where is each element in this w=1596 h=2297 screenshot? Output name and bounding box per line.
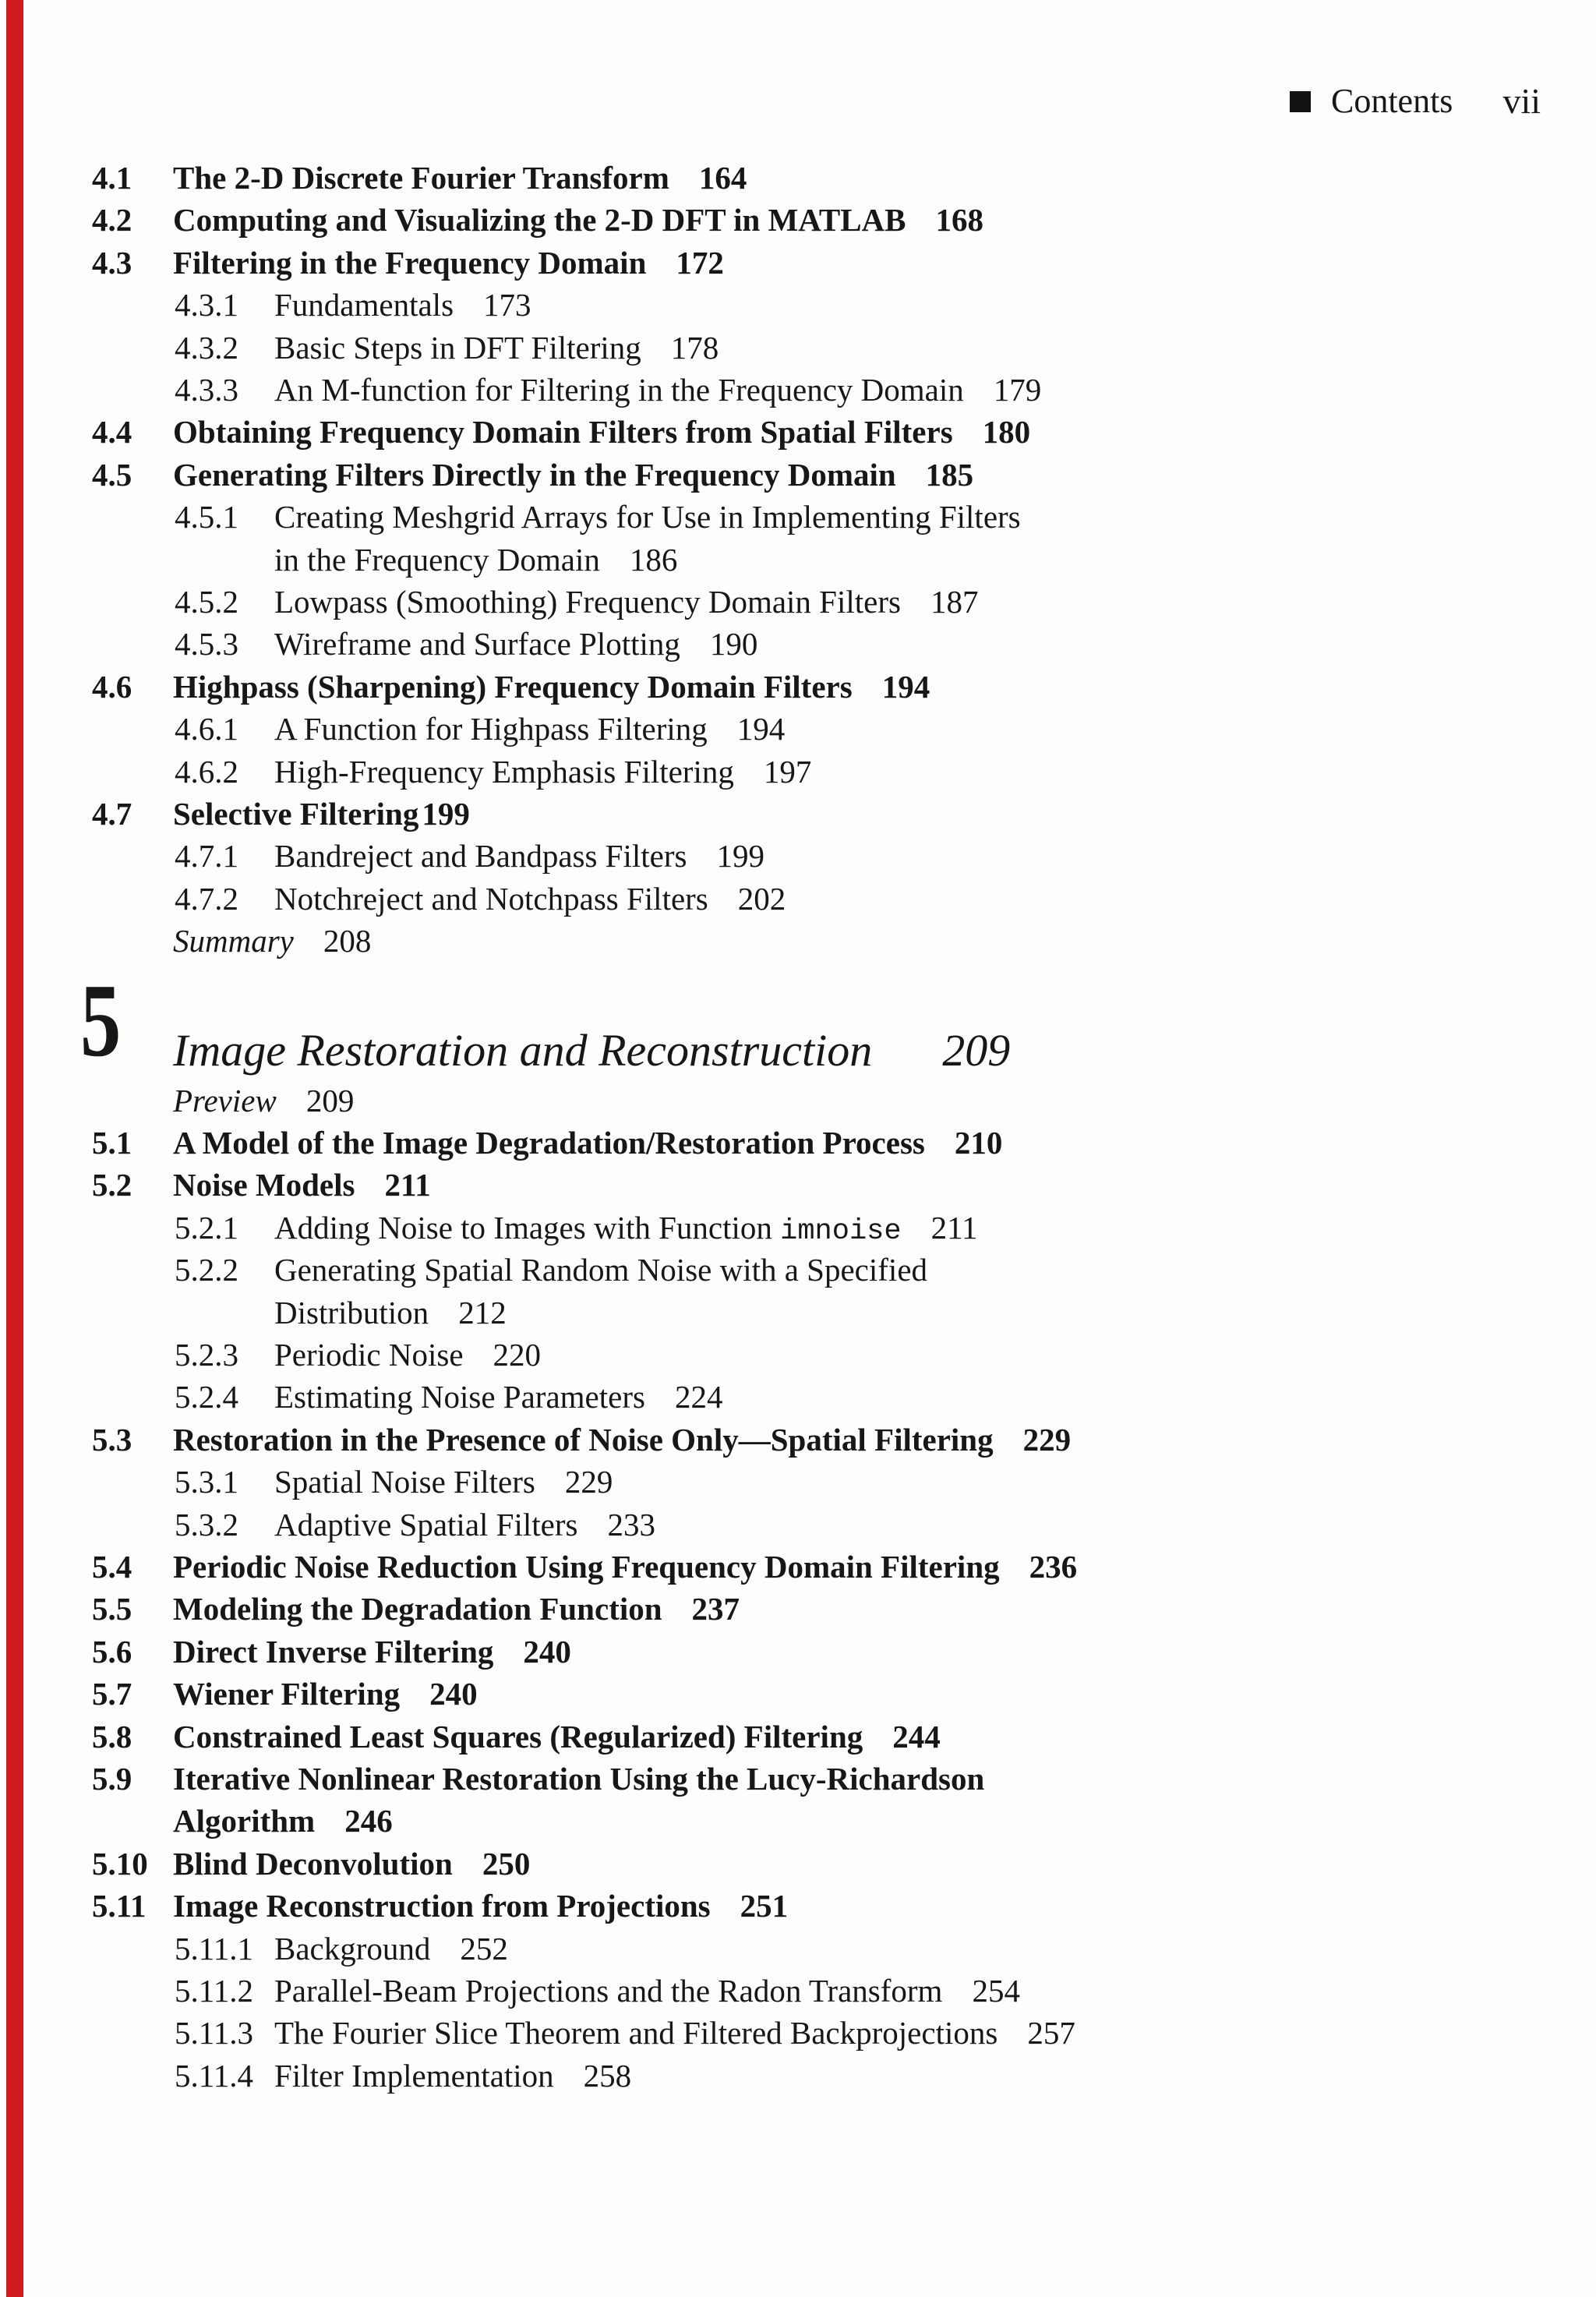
section-title: Creating Meshgrid Arrays for Use in Implementing Filters bbox=[274, 499, 1021, 535]
toc-line bbox=[0, 1843, 1596, 1885]
section-title: Background 252 bbox=[274, 1931, 508, 1967]
page-number: 229 bbox=[564, 1464, 613, 1500]
section-number: 5.11.4 bbox=[175, 2058, 253, 2094]
section-title: Restoration in the Presence of Noise Only—Spatial Filtering 229 bbox=[173, 1422, 1072, 1458]
section-number: 5.11.1 bbox=[175, 1931, 253, 1967]
toc-line bbox=[0, 581, 1596, 624]
section-title: Constrained Least Squares (Regularized) Filtering 244 bbox=[173, 1719, 941, 1755]
section-title: Direct Inverse Filtering 240 bbox=[173, 1634, 571, 1670]
section-title: Bandreject and Bandpass Filters 199 bbox=[274, 838, 764, 874]
section-title: The Fourier Slice Theorem and Filtered Backprojections 257 bbox=[274, 2015, 1075, 2051]
toc-line bbox=[0, 793, 1596, 836]
section-number: 5.2 bbox=[92, 1167, 132, 1203]
toc-line bbox=[0, 242, 1596, 284]
page-number: 251 bbox=[740, 1888, 789, 1924]
toc-line bbox=[0, 1928, 1596, 1970]
page-number: 190 bbox=[709, 626, 758, 662]
page-number: 258 bbox=[583, 2058, 632, 2094]
section-number: 4.5.3 bbox=[175, 626, 238, 662]
toc-line bbox=[0, 1164, 1596, 1207]
section-number: 4.2 bbox=[92, 202, 132, 238]
section-number: 4.7.2 bbox=[175, 881, 238, 917]
section-number: 5.2.4 bbox=[175, 1379, 238, 1415]
section-number: 5.9 bbox=[92, 1761, 132, 1797]
section-number: 5.10 bbox=[92, 1846, 148, 1882]
page-number: 254 bbox=[972, 1973, 1020, 2009]
toc-line bbox=[0, 1292, 1596, 1334]
toc-line bbox=[0, 920, 1596, 963]
toc-line bbox=[0, 1461, 1596, 1504]
toc-line bbox=[0, 666, 1596, 709]
toc-line bbox=[0, 1673, 1596, 1716]
section-number: 5.2.1 bbox=[175, 1210, 238, 1246]
page-number: 186 bbox=[629, 542, 678, 578]
page-number: 164 bbox=[698, 160, 747, 196]
toc-line bbox=[0, 284, 1596, 327]
page-number: 257 bbox=[1027, 2015, 1075, 2051]
section-title: Iterative Nonlinear Restoration Using the Lucy-Richardson bbox=[173, 1761, 985, 1797]
page-number: 233 bbox=[607, 1507, 655, 1543]
toc-line bbox=[0, 1419, 1596, 1461]
page-number: 208 bbox=[323, 923, 372, 959]
section-title: Fundamentals 173 bbox=[274, 287, 531, 323]
section-title: Lowpass (Smoothing) Frequency Domain Filters 187 bbox=[274, 584, 979, 620]
page-number: 240 bbox=[429, 1676, 478, 1712]
section-number: 4.3.3 bbox=[175, 372, 238, 408]
page-number: 179 bbox=[993, 372, 1042, 408]
section-number: 4.4 bbox=[92, 414, 132, 450]
chapter-title: Image Restoration and Reconstruction bbox=[173, 1025, 873, 1076]
toc-line bbox=[0, 369, 1596, 412]
toc-line bbox=[0, 835, 1596, 878]
section-title: Spatial Noise Filters 229 bbox=[274, 1464, 613, 1500]
section-title: Obtaining Frequency Domain Filters from Spatial Filters 180 bbox=[173, 414, 1031, 450]
page-number: 211 bbox=[384, 1167, 431, 1203]
section-title: An M-function for Filtering in the Frequency Domain 179 bbox=[274, 372, 1042, 408]
section-title: Generating Filters Directly in the Frequency Domain 185 bbox=[173, 457, 974, 493]
toc-line bbox=[0, 539, 1596, 581]
section-title: Adaptive Spatial Filters 233 bbox=[274, 1507, 655, 1543]
page-number: 220 bbox=[493, 1337, 542, 1373]
section-title: Noise Models 211 bbox=[173, 1167, 431, 1203]
section-title: Highpass (Sharpening) Frequency Domain Filters 194 bbox=[173, 669, 930, 705]
page-number: 202 bbox=[737, 881, 786, 917]
section-square-icon bbox=[1290, 91, 1311, 112]
section-title: High-Frequency Emphasis Filtering 197 bbox=[274, 754, 812, 790]
section-number: 5.11.2 bbox=[175, 1973, 253, 2009]
section-title: Notchreject and Notchpass Filters 202 bbox=[274, 881, 786, 917]
page-number: 197 bbox=[763, 754, 812, 790]
section-number: 4.1 bbox=[92, 160, 132, 196]
page-number: 250 bbox=[482, 1846, 531, 1882]
chapter-number: 5 bbox=[80, 963, 122, 1078]
page-number: 246 bbox=[344, 1803, 393, 1839]
page-number: 194 bbox=[736, 711, 786, 747]
section-title: Filtering in the Frequency Domain 172 bbox=[173, 245, 724, 281]
section-title: Distribution 212 bbox=[274, 1295, 507, 1330]
code-function-name: imnoise bbox=[780, 1215, 902, 1248]
section-number: 5.11 bbox=[92, 1888, 147, 1924]
section-number: 4.7.1 bbox=[175, 838, 238, 874]
section-number: 4.3 bbox=[92, 245, 132, 281]
page-number: 199 bbox=[422, 796, 470, 832]
section-number: 5.7 bbox=[92, 1676, 132, 1712]
toc-line bbox=[0, 1800, 1596, 1843]
section-title: Parallel-Beam Projections and the Radon Transform 254 bbox=[274, 1973, 1020, 2009]
section-number: 5.2.2 bbox=[175, 1252, 238, 1288]
section-number: 5.3 bbox=[92, 1422, 132, 1458]
toc-line bbox=[0, 2055, 1596, 2097]
toc-line bbox=[0, 411, 1596, 454]
section-number: 5.6 bbox=[92, 1634, 132, 1670]
page-number: 252 bbox=[460, 1931, 508, 1967]
section-number: 4.5.1 bbox=[175, 499, 238, 535]
section-title: Adding Noise to Images with Function imnoise 211 bbox=[274, 1210, 978, 1248]
header-page-number: vii bbox=[1502, 81, 1541, 121]
section-title: Generating Spatial Random Noise with a Specified bbox=[274, 1252, 928, 1288]
page-number: 173 bbox=[483, 287, 531, 323]
page-number: 210 bbox=[954, 1125, 1003, 1161]
toc-line bbox=[0, 327, 1596, 369]
page-number: 172 bbox=[676, 245, 724, 281]
toc-line bbox=[0, 1376, 1596, 1419]
toc-line bbox=[0, 623, 1596, 666]
header-title: Contents bbox=[1330, 82, 1453, 120]
section-number: 5.8 bbox=[92, 1719, 132, 1755]
page-number: 168 bbox=[935, 202, 984, 238]
section-number: 5.5 bbox=[92, 1591, 132, 1627]
page-number: 224 bbox=[674, 1379, 723, 1415]
section-title: in the Frequency Domain 186 bbox=[274, 542, 678, 578]
chapter-page-number: 209 bbox=[942, 1025, 1011, 1076]
toc-line bbox=[0, 1885, 1596, 1928]
toc-line bbox=[0, 1716, 1596, 1758]
chapter-title-line bbox=[173, 1027, 1010, 1075]
toc-line bbox=[0, 454, 1596, 497]
section-title: Computing and Visualizing the 2-D DFT in MATLAB 168 bbox=[173, 202, 984, 238]
toc-line bbox=[0, 1588, 1596, 1631]
toc-line bbox=[0, 1249, 1596, 1292]
section-number: 5.3.2 bbox=[175, 1507, 238, 1543]
toc-line bbox=[0, 1207, 1596, 1249]
section-title: Estimating Noise Parameters 224 bbox=[274, 1379, 723, 1415]
section-title: Selective Filtering199 bbox=[173, 796, 470, 832]
section-title: Periodic Noise Reduction Using Frequency Domain Filtering 236 bbox=[173, 1549, 1078, 1585]
page-number: 236 bbox=[1029, 1549, 1078, 1585]
section-title: Algorithm 246 bbox=[173, 1803, 393, 1839]
page-number: 244 bbox=[892, 1719, 941, 1755]
section-title: The 2-D Discrete Fourier Transform 164 bbox=[173, 160, 747, 196]
toc-line bbox=[0, 2012, 1596, 2055]
toc-line bbox=[0, 1122, 1596, 1164]
section-number: 4.3.1 bbox=[175, 287, 238, 323]
page-number: 211 bbox=[930, 1210, 978, 1246]
section-number: 5.4 bbox=[92, 1549, 132, 1585]
toc-line bbox=[0, 1334, 1596, 1376]
section-title: A Model of the Image Degradation/Restoration Process 210 bbox=[173, 1125, 1003, 1161]
section-title: Preview 209 bbox=[173, 1083, 355, 1118]
section-number: 4.6.1 bbox=[175, 711, 238, 747]
page-number: 185 bbox=[925, 457, 974, 493]
section-title: Summary 208 bbox=[173, 923, 372, 959]
section-number: 4.5 bbox=[92, 457, 132, 493]
toc-line bbox=[0, 1504, 1596, 1546]
section-number: 4.5.2 bbox=[175, 584, 238, 620]
section-title: Blind Deconvolution 250 bbox=[173, 1846, 531, 1882]
page-header bbox=[1290, 81, 1541, 121]
section-title: Basic Steps in DFT Filtering 178 bbox=[274, 330, 719, 366]
section-title: Wireframe and Surface Plotting 190 bbox=[274, 626, 758, 662]
section-title: Image Reconstruction from Projections 251 bbox=[173, 1888, 789, 1924]
toc-line bbox=[0, 708, 1596, 751]
page-number: 178 bbox=[670, 330, 719, 366]
toc-line bbox=[0, 1758, 1596, 1800]
section-title: Wiener Filtering 240 bbox=[173, 1676, 478, 1712]
page-number: 209 bbox=[305, 1083, 355, 1118]
page-number: 194 bbox=[881, 669, 930, 705]
page-number: 240 bbox=[523, 1634, 571, 1670]
page-number: 229 bbox=[1022, 1422, 1072, 1458]
toc-line bbox=[0, 496, 1596, 539]
section-title: Modeling the Degradation Function 237 bbox=[173, 1591, 740, 1627]
section-number: 4.3.2 bbox=[175, 330, 238, 366]
toc-line bbox=[0, 878, 1596, 921]
page-number: 212 bbox=[458, 1295, 507, 1330]
toc-line bbox=[0, 157, 1596, 200]
page-number: 180 bbox=[982, 414, 1031, 450]
section-title: Periodic Noise 220 bbox=[274, 1337, 542, 1373]
section-number: 5.1 bbox=[92, 1125, 132, 1161]
toc-line bbox=[0, 1631, 1596, 1673]
toc-line bbox=[0, 1970, 1596, 2013]
section-number: 5.3.1 bbox=[175, 1464, 238, 1500]
section-number: 4.6 bbox=[92, 669, 132, 705]
section-number: 4.7 bbox=[92, 796, 132, 832]
toc-line bbox=[0, 199, 1596, 242]
section-number: 5.2.3 bbox=[175, 1337, 238, 1373]
toc-line bbox=[0, 751, 1596, 793]
toc-line bbox=[0, 1546, 1596, 1588]
toc-line bbox=[0, 1080, 1596, 1122]
page-number: 199 bbox=[716, 838, 764, 874]
section-number: 5.11.3 bbox=[175, 2015, 253, 2051]
section-title: Filter Implementation 258 bbox=[274, 2058, 632, 2094]
page-number: 187 bbox=[930, 584, 979, 620]
page-number: 237 bbox=[691, 1591, 740, 1627]
section-number: 4.6.2 bbox=[175, 754, 238, 790]
section-title: A Function for Highpass Filtering 194 bbox=[274, 711, 786, 747]
